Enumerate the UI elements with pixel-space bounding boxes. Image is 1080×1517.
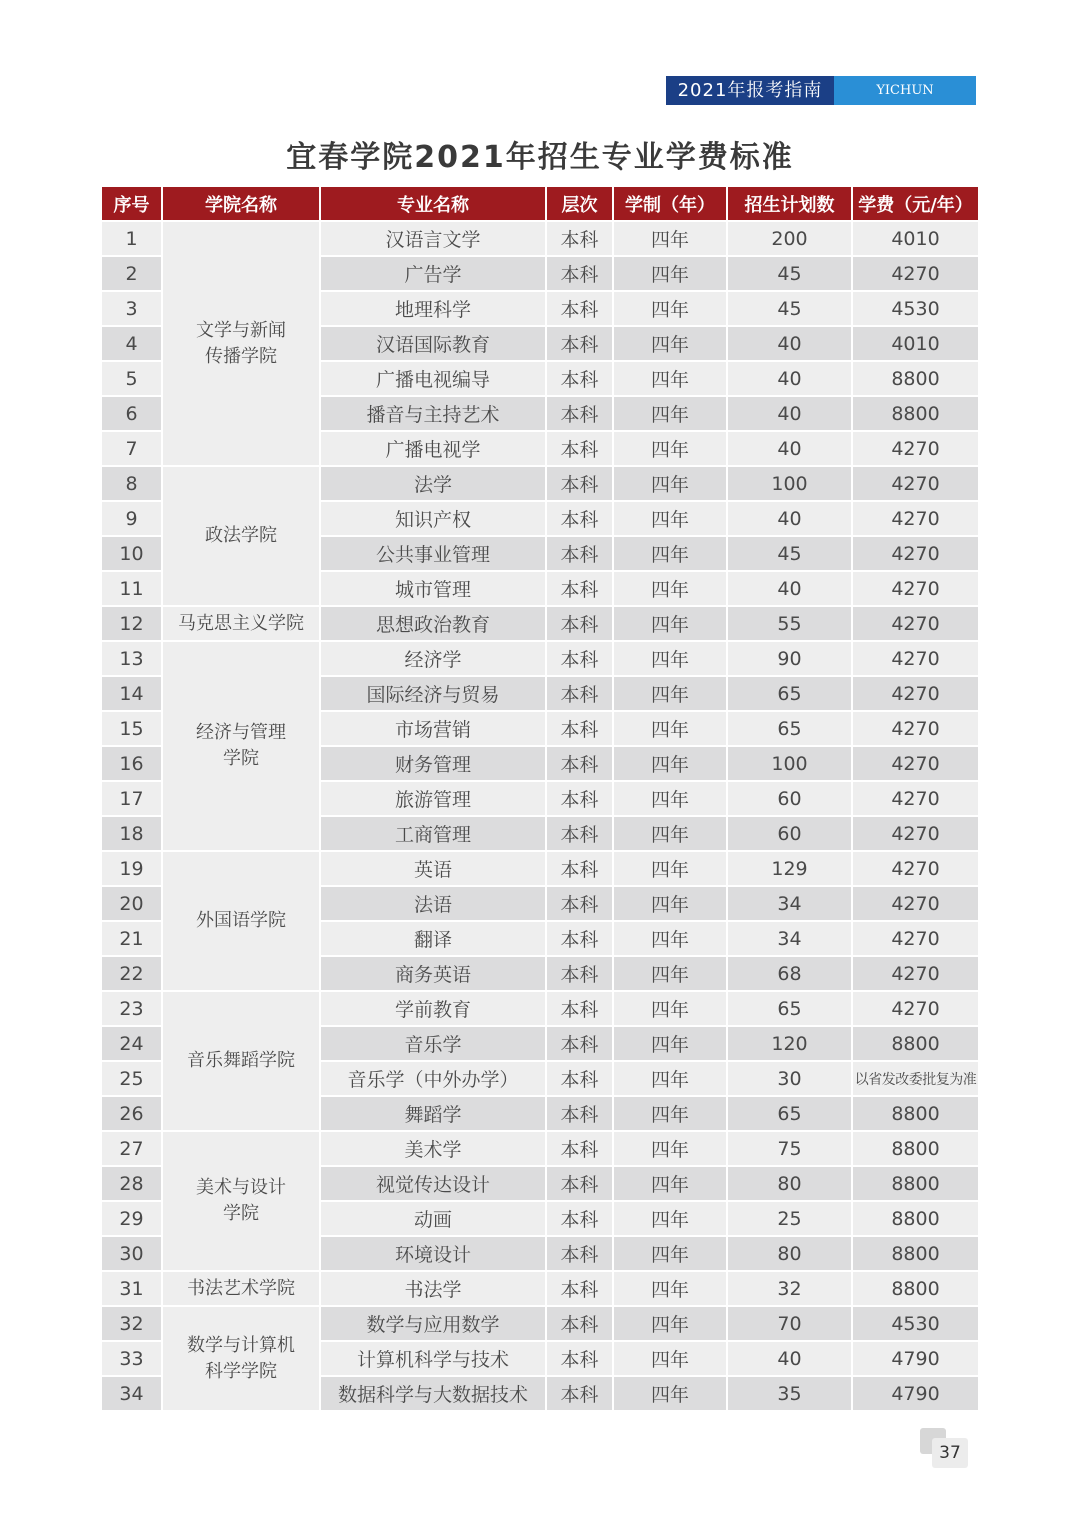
major-cell: 数学与应用数学 [321,1307,545,1342]
college-name: 书法艺术学院 [187,1277,295,1299]
level-cell: 本科 [547,1202,612,1237]
fee-cell: 4270 [853,502,978,537]
plan-cell: 120 [728,1027,851,1062]
college-cell [163,642,319,852]
fee-cell: 4790 [853,1342,978,1377]
level-cell: 本科 [547,1027,612,1062]
major-cell: 经济学 [321,642,545,677]
plan-cell: 32 [728,1272,851,1307]
college-cell [163,222,319,467]
level-cell: 本科 [547,572,612,607]
years-cell: 四年 [614,747,726,782]
fee-cell: 8800 [853,1272,978,1307]
level-cell: 本科 [547,747,612,782]
years-cell: 四年 [614,537,726,572]
fee-cell: 4270 [853,747,978,782]
plan-cell: 80 [728,1237,851,1272]
fee-cell: 4270 [853,677,978,712]
fee-cell: 4270 [853,782,978,817]
fee-cell: 4270 [853,572,978,607]
university-name: YICHUN UNIVERSITY [834,76,976,105]
major-cell: 广播电视学 [321,432,545,467]
years-cell: 四年 [614,817,726,852]
years-cell: 四年 [614,327,726,362]
college-cell [163,1307,319,1412]
seq-cell: 12 [102,607,161,642]
years-cell: 四年 [614,922,726,957]
page-title: 宜春学院2021年招生专业学费标准 [286,140,794,175]
plan-cell: 55 [728,607,851,642]
years-cell: 四年 [614,362,726,397]
college-name: 经济与管理 学院 [196,722,286,769]
seq-cell: 2 [102,257,161,292]
level-cell: 本科 [547,1097,612,1132]
level-cell: 本科 [547,677,612,712]
plan-cell: 100 [728,467,851,502]
college-name: 文学与新闻 传播学院 [196,319,286,367]
fee-cell: 4270 [853,922,978,957]
level-cell: 本科 [547,1167,612,1202]
level-cell: 本科 [547,362,612,397]
seq-cell: 19 [102,852,161,887]
header-major: 专业名称 [321,187,545,222]
major-cell: 城市管理 [321,572,545,607]
plan-cell: 100 [728,747,851,782]
plan-cell: 75 [728,1132,851,1167]
years-cell: 四年 [614,1202,726,1237]
table-row [102,222,978,257]
level-cell: 本科 [547,1237,612,1272]
major-cell: 商务英语 [321,957,545,992]
seq-cell: 22 [102,957,161,992]
seq-cell: 10 [102,537,161,572]
plan-cell: 40 [728,1342,851,1377]
years-cell: 四年 [614,1342,726,1377]
seq-cell: 3 [102,292,161,327]
major-cell: 地理科学 [321,292,545,327]
college-cell [163,992,319,1132]
college-name: 政法学院 [205,525,277,546]
table-header-row [102,187,978,222]
years-cell: 四年 [614,1167,726,1202]
years-cell: 四年 [614,1307,726,1342]
fee-cell: 以省发改委批复为准 [853,1062,978,1097]
plan-cell: 200 [728,222,851,257]
fee-cell: 4270 [853,642,978,677]
level-cell: 本科 [547,397,612,432]
plan-cell: 35 [728,1377,851,1412]
seq-cell: 24 [102,1027,161,1062]
level-cell: 本科 [547,432,612,467]
years-cell: 四年 [614,432,726,467]
plan-cell: 40 [728,572,851,607]
college-cell [163,467,319,607]
major-cell: 视觉传达设计 [321,1167,545,1202]
table-row [102,642,978,677]
years-cell: 四年 [614,1062,726,1097]
fee-cell: 4270 [853,852,978,887]
page-number-badge [920,1428,968,1468]
table-row [102,992,978,1027]
years-cell: 四年 [614,572,726,607]
level-cell: 本科 [547,607,612,642]
level-cell: 本科 [547,222,612,257]
major-cell: 播音与主持艺术 [321,397,545,432]
table-row [102,467,978,502]
fee-cell: 8800 [853,1097,978,1132]
years-cell: 四年 [614,467,726,502]
major-cell: 动画 [321,1202,545,1237]
years-cell: 四年 [614,1097,726,1132]
fee-cell: 8800 [853,1167,978,1202]
seq-cell: 31 [102,1272,161,1307]
seq-cell: 14 [102,677,161,712]
plan-cell: 70 [728,1307,851,1342]
seq-cell: 30 [102,1237,161,1272]
seq-cell: 32 [102,1307,161,1342]
college-name: 数学与计算机 科学学院 [187,1334,295,1382]
seq-cell: 34 [102,1377,161,1412]
college-name: 美术与设计 学院 [196,1177,286,1224]
major-cell: 音乐学 [321,1027,545,1062]
level-cell: 本科 [547,467,612,502]
seq-cell: 18 [102,817,161,852]
college-cell [163,852,319,992]
seq-cell: 28 [102,1167,161,1202]
major-cell: 英语 [321,852,545,887]
seq-cell: 16 [102,747,161,782]
years-cell: 四年 [614,957,726,992]
table-body [102,222,978,1412]
plan-cell: 90 [728,642,851,677]
years-cell: 四年 [614,712,726,747]
seq-cell: 8 [102,467,161,502]
seq-cell: 21 [102,922,161,957]
fee-cell: 4010 [853,222,978,257]
plan-cell: 68 [728,957,851,992]
table-row [102,1307,978,1342]
major-cell: 翻译 [321,922,545,957]
major-cell: 法语 [321,887,545,922]
fee-cell: 4530 [853,1307,978,1342]
plan-cell: 60 [728,782,851,817]
years-cell: 四年 [614,607,726,642]
years-cell: 四年 [614,677,726,712]
plan-cell: 30 [728,1062,851,1097]
plan-cell: 60 [728,817,851,852]
seq-cell: 9 [102,502,161,537]
plan-cell: 45 [728,537,851,572]
college-cell [163,607,319,642]
plan-cell: 34 [728,887,851,922]
level-cell: 本科 [547,852,612,887]
fee-cell: 8800 [853,1202,978,1237]
header-years: 学制（年） [614,187,726,222]
major-cell: 思想政治教育 [321,607,545,642]
table-row [102,852,978,887]
fee-cell: 8800 [853,1237,978,1272]
major-cell: 计算机科学与技术 [321,1342,545,1377]
seq-cell: 23 [102,992,161,1027]
level-cell: 本科 [547,1377,612,1412]
level-cell: 本科 [547,782,612,817]
level-cell: 本科 [547,257,612,292]
table-row [102,607,978,642]
seq-cell: 17 [102,782,161,817]
years-cell: 四年 [614,502,726,537]
plan-cell: 65 [728,677,851,712]
years-cell: 四年 [614,1272,726,1307]
level-cell: 本科 [547,502,612,537]
level-cell: 本科 [547,1272,612,1307]
plan-cell: 40 [728,432,851,467]
years-cell: 四年 [614,1377,726,1412]
years-cell: 四年 [614,992,726,1027]
years-cell: 四年 [614,257,726,292]
plan-cell: 65 [728,992,851,1027]
major-cell: 广告学 [321,257,545,292]
fee-cell: 8800 [853,1027,978,1062]
fee-cell: 4270 [853,432,978,467]
guide-banner [666,76,976,127]
plan-cell: 25 [728,1202,851,1237]
major-cell: 舞蹈学 [321,1097,545,1132]
seq-cell: 26 [102,1097,161,1132]
major-cell: 市场营销 [321,712,545,747]
seq-cell: 33 [102,1342,161,1377]
page-number: 37 [932,1438,968,1468]
seq-cell: 25 [102,1062,161,1097]
seq-cell: 29 [102,1202,161,1237]
college-name: 马克思主义学院 [178,612,304,634]
plan-cell: 40 [728,327,851,362]
years-cell: 四年 [614,1027,726,1062]
fee-cell: 4530 [853,292,978,327]
major-cell: 书法学 [321,1272,545,1307]
level-cell: 本科 [547,537,612,572]
major-cell: 美术学 [321,1132,545,1167]
fee-cell: 4270 [853,607,978,642]
seq-cell: 7 [102,432,161,467]
years-cell: 四年 [614,782,726,817]
fee-cell: 4270 [853,817,978,852]
level-cell: 本科 [547,1342,612,1377]
level-cell: 本科 [547,642,612,677]
plan-cell: 65 [728,1097,851,1132]
years-cell: 四年 [614,1237,726,1272]
college-cell [163,1132,319,1272]
major-cell: 汉语国际教育 [321,327,545,362]
fee-cell: 4270 [853,957,978,992]
plan-cell: 129 [728,852,851,887]
major-cell: 广播电视编导 [321,362,545,397]
seq-cell: 6 [102,397,161,432]
major-cell: 国际经济与贸易 [321,677,545,712]
level-cell: 本科 [547,1307,612,1342]
years-cell: 四年 [614,887,726,922]
major-cell: 汉语言文学 [321,222,545,257]
major-cell: 环境设计 [321,1237,545,1272]
header-seq: 序号 [102,187,161,222]
seq-cell: 1 [102,222,161,257]
major-cell: 工商管理 [321,817,545,852]
college-name: 音乐舞蹈学院 [187,1050,295,1071]
fee-cell: 4270 [853,467,978,502]
major-cell: 旅游管理 [321,782,545,817]
fee-cell: 4270 [853,537,978,572]
college-cell [163,1272,319,1307]
fee-cell: 8800 [853,362,978,397]
fee-table [100,187,980,1412]
major-cell: 财务管理 [321,747,545,782]
college-name: 外国语学院 [196,910,286,931]
guide-label: 2021年报考指南 [666,76,834,105]
fee-cell: 4270 [853,887,978,922]
years-cell: 四年 [614,852,726,887]
plan-cell: 45 [728,292,851,327]
major-cell: 音乐学（中外办学） [321,1062,545,1097]
seq-cell: 27 [102,1132,161,1167]
plan-cell: 40 [728,397,851,432]
level-cell: 本科 [547,327,612,362]
seq-cell: 11 [102,572,161,607]
years-cell: 四年 [614,642,726,677]
level-cell: 本科 [547,957,612,992]
years-cell: 四年 [614,397,726,432]
major-cell: 学前教育 [321,992,545,1027]
level-cell: 本科 [547,887,612,922]
header-plan: 招生计划数 [728,187,851,222]
header-level: 层次 [547,187,612,222]
plan-cell: 80 [728,1167,851,1202]
level-cell: 本科 [547,1132,612,1167]
major-cell: 数据科学与大数据技术 [321,1377,545,1412]
seq-cell: 20 [102,887,161,922]
fee-cell: 4270 [853,257,978,292]
fee-cell: 4270 [853,712,978,747]
seq-cell: 5 [102,362,161,397]
plan-cell: 34 [728,922,851,957]
seq-cell: 13 [102,642,161,677]
fee-cell: 8800 [853,397,978,432]
table-row [102,1132,978,1167]
years-cell: 四年 [614,1132,726,1167]
header-college: 学院名称 [163,187,319,222]
major-cell: 知识产权 [321,502,545,537]
seq-cell: 15 [102,712,161,747]
plan-cell: 65 [728,712,851,747]
years-cell: 四年 [614,222,726,257]
level-cell: 本科 [547,922,612,957]
plan-cell: 40 [728,502,851,537]
fee-cell: 4270 [853,992,978,1027]
table-row [102,1272,978,1307]
major-cell: 法学 [321,467,545,502]
level-cell: 本科 [547,1062,612,1097]
level-cell: 本科 [547,712,612,747]
fee-cell: 8800 [853,1132,978,1167]
fee-cell: 4790 [853,1377,978,1412]
level-cell: 本科 [547,817,612,852]
plan-cell: 45 [728,257,851,292]
header-fee: 学费（元/年） [853,187,978,222]
level-cell: 本科 [547,292,612,327]
years-cell: 四年 [614,292,726,327]
level-cell: 本科 [547,992,612,1027]
fee-cell: 4010 [853,327,978,362]
seq-cell: 4 [102,327,161,362]
plan-cell: 40 [728,362,851,397]
major-cell: 公共事业管理 [321,537,545,572]
